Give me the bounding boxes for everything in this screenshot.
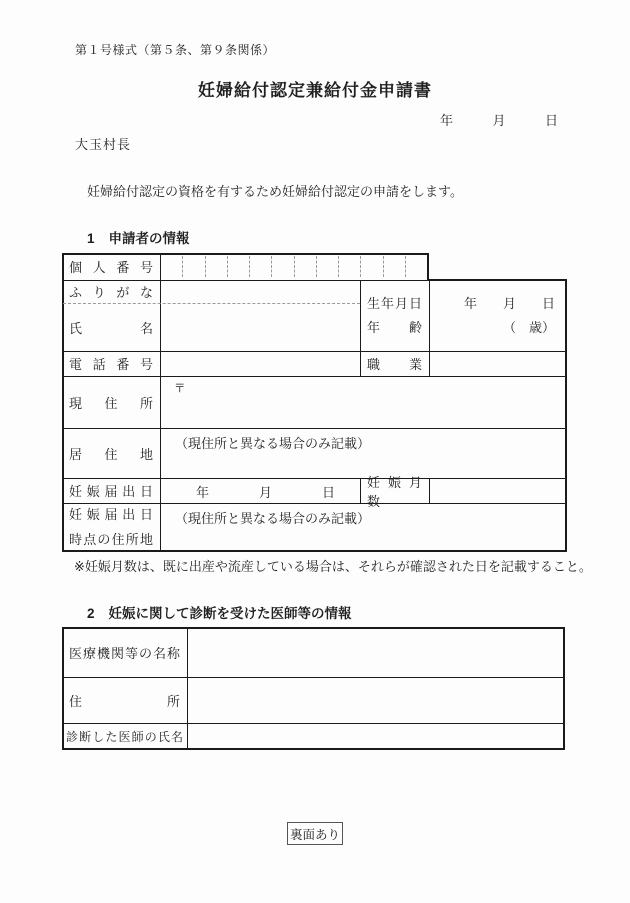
phone-label: 電 話 番 号 xyxy=(69,357,153,372)
personal-number-digit-cell[interactable] xyxy=(228,256,250,277)
personal-number-digit-cell[interactable] xyxy=(361,256,383,277)
name-field[interactable] xyxy=(161,304,360,350)
personal-number-digit-cell[interactable] xyxy=(206,256,228,277)
current-address-label: 現 住 所 xyxy=(69,395,153,411)
date-day-label: 日 xyxy=(544,113,558,128)
birthdate-placeholder: 年 月 日 xyxy=(463,295,555,311)
name-label: 氏 名 xyxy=(69,320,153,336)
institution-address-field[interactable] xyxy=(188,678,563,722)
section1-title: 申請者の情報 xyxy=(108,231,190,246)
intro-statement: 妊婦給付認定の資格を有するため妊婦給付認定の申請をします。 xyxy=(87,184,463,199)
age-placeholder: （ 歳） xyxy=(502,319,555,335)
personal-number-label: 個 人 番 号 xyxy=(69,260,153,275)
notification-date-label: 妊 娠 届 出 日 xyxy=(69,484,153,499)
postal-mark: 〒 xyxy=(174,383,186,395)
birthdate-age-label xyxy=(360,280,429,351)
section1-heading xyxy=(87,227,190,247)
personal-number-digit-cell[interactable] xyxy=(317,256,339,277)
section2-number: 2 xyxy=(87,606,95,621)
personal-number-digit-cell[interactable] xyxy=(406,256,427,277)
age-label: 年 齢 xyxy=(367,319,422,335)
applicant-info-table xyxy=(62,253,567,552)
medical-institution-label: 医療機関等の名称 xyxy=(69,645,180,661)
back-side-label: 裏面あり xyxy=(289,827,340,842)
notification-date-day-label: 日 xyxy=(321,484,335,500)
personal-number-digit-cell[interactable] xyxy=(272,256,294,277)
personal-number-digit-cell[interactable] xyxy=(295,256,317,277)
personal-number-digit-cell[interactable] xyxy=(250,256,272,277)
t1-right-edge xyxy=(565,279,567,552)
personal-number-digit-cell[interactable] xyxy=(339,256,361,277)
job-label: 職 業 xyxy=(367,357,422,372)
notification-address-label-line1: 妊 娠 届 出 日 xyxy=(69,506,153,522)
birthdate-age-field[interactable] xyxy=(430,280,565,351)
notification-address-field[interactable] xyxy=(161,504,565,550)
doctor-info-table xyxy=(62,627,565,750)
residence-field[interactable] xyxy=(161,429,565,477)
section1-number: 1 xyxy=(87,231,95,246)
institution-address-label: 住 所 xyxy=(69,693,180,709)
notification-address-label-line2: 時点の住所地 xyxy=(69,531,153,547)
notification-address-label xyxy=(62,503,160,550)
personal-number-digit-cell[interactable] xyxy=(384,256,406,277)
date-year-label: 年 xyxy=(440,113,454,128)
application-date-line xyxy=(440,110,558,129)
residence-note: （現住所と異なる場合のみ記載） xyxy=(175,436,371,451)
current-address-field[interactable] xyxy=(161,377,565,428)
job-field[interactable] xyxy=(430,352,565,376)
personal-number-field[interactable] xyxy=(161,254,427,279)
addressee-mayor: 大玉村長 xyxy=(75,137,132,152)
residence-label: 居 住 地 xyxy=(69,446,153,462)
date-month-label: 月 xyxy=(492,113,506,128)
furigana-field[interactable] xyxy=(161,281,360,303)
personal-number-digit-cell[interactable] xyxy=(161,256,183,277)
notification-date-field[interactable] xyxy=(161,479,360,503)
medical-institution-field[interactable] xyxy=(188,629,563,676)
t1-personal-number-right-edge xyxy=(427,253,429,281)
birthdate-label: 生年月日 xyxy=(367,295,422,311)
notification-address-note: （現住所と異なる場合のみ記載） xyxy=(175,511,371,526)
pregnancy-months-label: 妊 娠 月 数 xyxy=(367,474,422,509)
phone-field[interactable] xyxy=(161,352,360,376)
pregnancy-months-note: ※妊娠月数は、既に出産や流産している場合は、それらが確認された日を記載すること。 xyxy=(74,559,592,574)
t2-right-edge xyxy=(563,627,565,750)
notification-date-year-label: 年 xyxy=(195,484,209,500)
form-number: 第１号様式（第５条、第９条関係） xyxy=(75,43,276,57)
doctor-name-label: 診断した医師の氏名 xyxy=(66,729,183,744)
back-side-indicator xyxy=(287,822,343,845)
personal-number-digit-cell[interactable] xyxy=(183,256,205,277)
doctor-name-field[interactable] xyxy=(188,724,563,748)
furigana-label: ふ り が な xyxy=(69,285,153,300)
page-title: 妊婦給付認定兼給付金申請書 xyxy=(198,81,432,100)
notification-date-month-label: 月 xyxy=(258,484,272,500)
pregnancy-months-field[interactable] xyxy=(430,479,565,503)
section2-heading xyxy=(87,602,352,622)
section2-title: 妊娠に関して診断を受けた医師等の情報 xyxy=(108,606,352,621)
